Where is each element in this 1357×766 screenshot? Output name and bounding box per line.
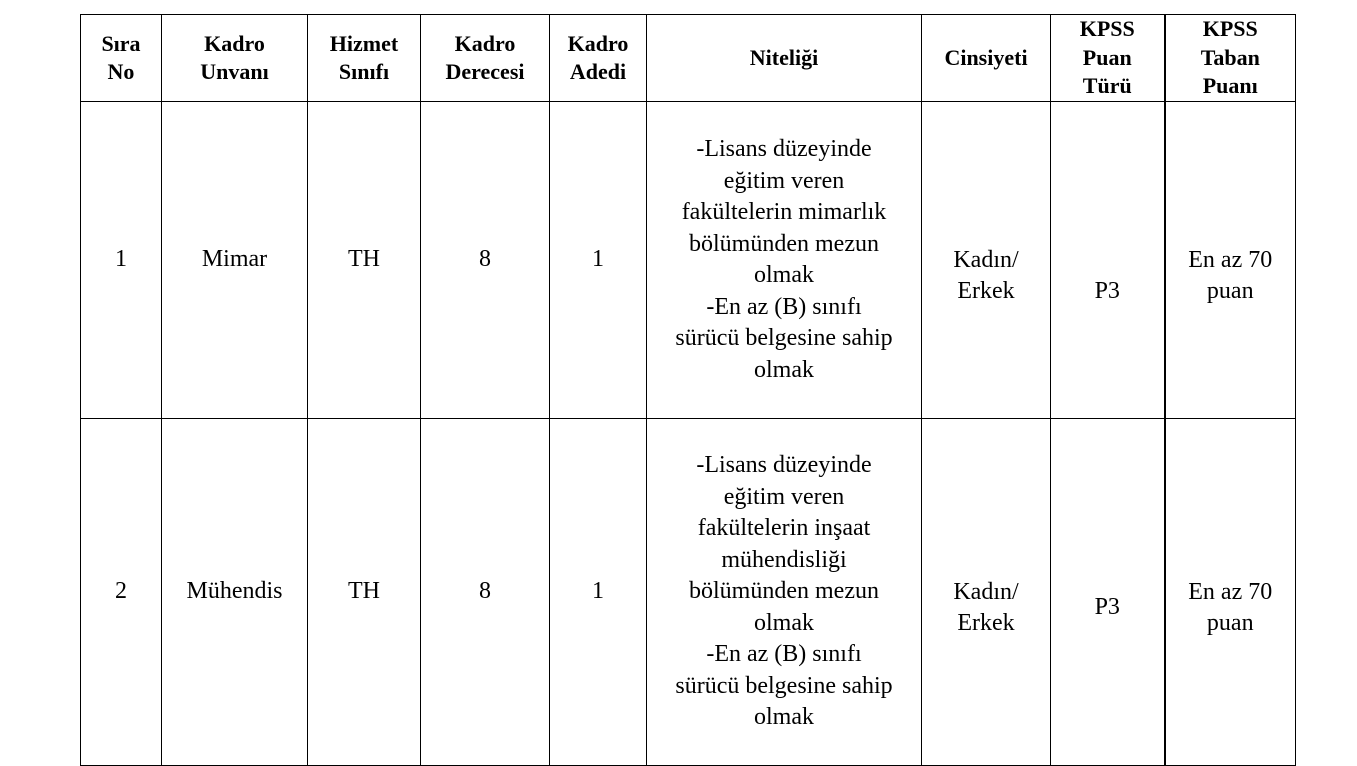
cell-kpss-puan-turu: P3 <box>1051 419 1165 766</box>
header-hizmet-sinifi: Hizmet Sınıfı <box>308 15 421 102</box>
header-kpss-taban-puani: KPSS Taban Puanı <box>1165 15 1296 102</box>
header-cinsiyeti: Cinsiyeti <box>922 15 1051 102</box>
table-row <box>81 102 1296 419</box>
cell-kadro-adedi: 1 <box>550 419 647 766</box>
cell-kadro-derecesi: 8 <box>421 102 550 419</box>
header-niteligi: Niteliği <box>647 15 922 102</box>
cell-kpss-taban-puani: En az 70 puan <box>1165 102 1296 419</box>
header-kadro-unvani: Kadro Unvanı <box>162 15 308 102</box>
cell-cinsiyeti: Kadın/ Erkek <box>922 419 1051 766</box>
header-sira-no: Sıra No <box>81 15 162 102</box>
cell-kpss-taban-puani: En az 70 puan <box>1165 419 1296 766</box>
cell-kpss-puan-turu: P3 <box>1051 102 1165 419</box>
cell-niteligi: -Lisans düzeyinde eğitim veren fakültelerin inşaat mühendisliği bölümünden mezun olmak -En az (B) sınıfı sürücü belgesine sahip olmak <box>647 419 922 766</box>
cell-sira-no: 1 <box>81 102 162 419</box>
cell-hizmet-sinifi: TH <box>308 419 421 766</box>
cell-kadro-derecesi: 8 <box>421 419 550 766</box>
cell-sira-no: 2 <box>81 419 162 766</box>
cell-hizmet-sinifi: TH <box>308 102 421 419</box>
header-kpss-puan-turu: KPSS Puan Türü <box>1051 15 1165 102</box>
cell-kadro-unvani: Mühendis <box>162 419 308 766</box>
kadro-table <box>80 14 1296 766</box>
cell-niteligi: -Lisans düzeyinde eğitim veren fakültelerin mimarlık bölümünden mezun olmak -En az (B) sınıfı sürücü belgesine sahip olmak <box>647 102 922 419</box>
cell-cinsiyeti: Kadın/ Erkek <box>922 102 1051 419</box>
header-kadro-derecesi: Kadro Derecesi <box>421 15 550 102</box>
table-row <box>81 419 1296 766</box>
header-kadro-adedi: Kadro Adedi <box>550 15 647 102</box>
header-row <box>81 15 1296 102</box>
cell-kadro-unvani: Mimar <box>162 102 308 419</box>
cell-kadro-adedi: 1 <box>550 102 647 419</box>
